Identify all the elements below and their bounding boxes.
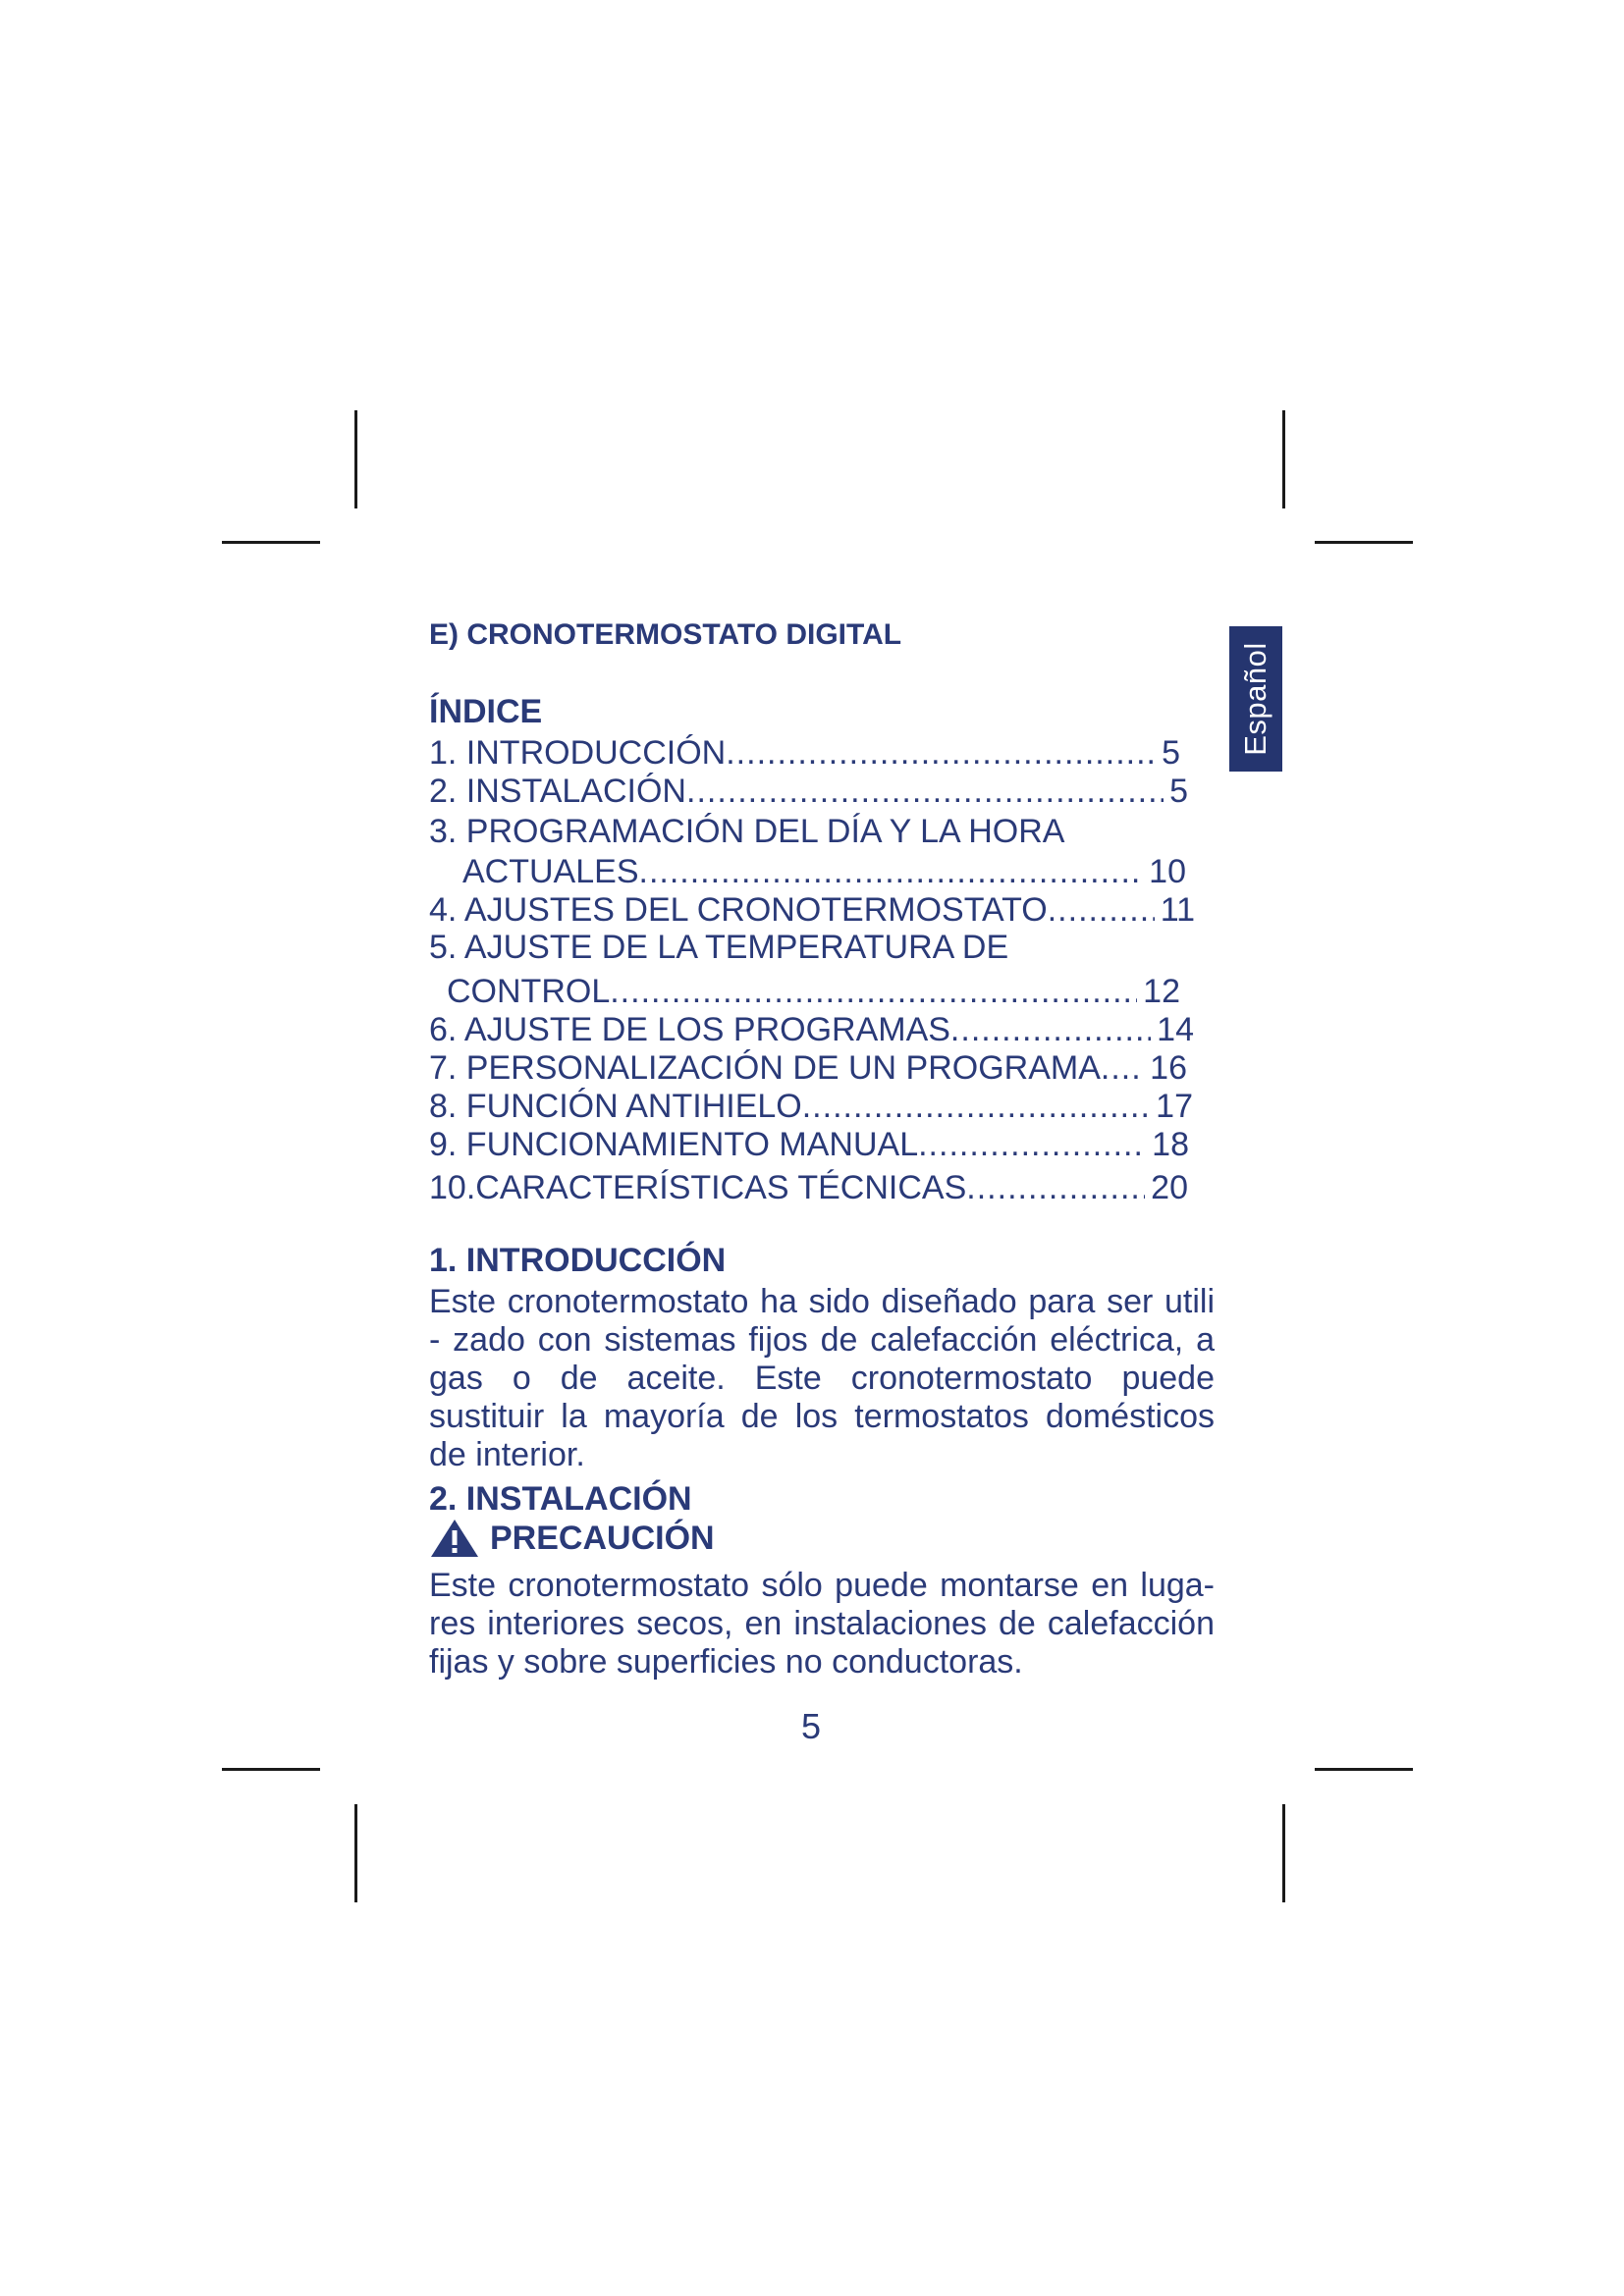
toc-entry xyxy=(429,1088,1193,1126)
toc-entry xyxy=(429,1126,1189,1164)
toc-leader-dots xyxy=(686,773,1164,811)
intro-paragraph: Este cronotermostato ha sido diseñado para ser utili - zado con sistemas fijos de calefacción eléctrica, a gas o de aceite. Este cronotermostato puede sustituir la mayoría de los termostatos domésticos de interior. xyxy=(429,1283,1215,1473)
toc-title: ÍNDICE xyxy=(429,693,543,730)
toc-entry xyxy=(429,813,1064,851)
toc-entry-page: 20 xyxy=(1151,1169,1188,1206)
crop-mark-bottom-right-horizontal xyxy=(1315,1768,1413,1771)
toc-entry-label: ACTUALES xyxy=(462,853,639,890)
crop-mark-top-right-horizontal xyxy=(1315,541,1413,544)
toc-entry xyxy=(462,853,1186,891)
toc-entry xyxy=(429,773,1188,811)
toc-entry xyxy=(429,734,1180,773)
toc-entry xyxy=(429,1049,1187,1088)
toc-leader-dots xyxy=(1048,891,1155,930)
toc-entry-page: 10 xyxy=(1149,853,1186,890)
caution-label: PRECAUCIÓN xyxy=(490,1519,715,1557)
toc-entry-label: 9. FUNCIONAMIENTO MANUAL xyxy=(429,1126,919,1163)
toc-entry xyxy=(429,929,1008,967)
toc-entry-page: 5 xyxy=(1169,773,1188,810)
toc-entry xyxy=(429,1169,1188,1207)
crop-mark-top-right-vertical xyxy=(1282,410,1285,508)
language-tab-label: Español xyxy=(1238,642,1272,756)
toc-entry-page: 11 xyxy=(1160,891,1195,929)
crop-mark-bottom-right-vertical xyxy=(1282,1804,1285,1902)
toc-entry-label: 1. INTRODUCCIÓN xyxy=(429,734,727,772)
document-heading: E) CRONOTERMOSTATO DIGITAL xyxy=(429,618,902,651)
toc-entry-label: CONTROL xyxy=(447,973,611,1010)
toc-entry-label: 4. AJUSTES DEL CRONOTERMOSTATO xyxy=(429,891,1048,929)
toc-entry-page: 16 xyxy=(1150,1049,1187,1087)
toc-leader-dots xyxy=(726,734,1156,773)
toc-entry-page: 14 xyxy=(1157,1011,1194,1048)
toc-leader-dots xyxy=(639,853,1144,891)
toc-entry-label: 3. PROGRAMACIÓN DEL DÍA Y LA HORA xyxy=(429,813,1065,850)
installation-heading: 2. INSTALACIÓN xyxy=(429,1480,692,1518)
toc-entry-label: 5. AJUSTE DE LA TEMPERATURA DE xyxy=(429,929,1009,966)
toc-entry xyxy=(429,1011,1194,1049)
toc-entry xyxy=(447,973,1180,1011)
toc-entry-label: 2. INSTALACIÓN xyxy=(429,773,686,810)
intro-heading: 1. INTRODUCCIÓN xyxy=(429,1242,727,1279)
toc-leader-dots xyxy=(802,1088,1150,1126)
crop-mark-bottom-left-horizontal xyxy=(222,1768,320,1771)
toc-entry-label: 10.CARACTERÍSTICAS TÉCNICAS xyxy=(429,1169,967,1206)
toc-entry-label: 6. AJUSTE DE LOS PROGRAMAS xyxy=(429,1011,950,1048)
toc-entry-label: 8. FUNCIÓN ANTIHIELO xyxy=(429,1088,802,1125)
toc-entry-page: 5 xyxy=(1162,734,1180,772)
toc-entry-page: 18 xyxy=(1152,1126,1189,1163)
toc-leader-dots xyxy=(918,1126,1146,1164)
warning-triangle-icon xyxy=(429,1518,480,1559)
caution-paragraph: Este cronotermostato sólo puede montarse en luga- res interiores secos, en instalaciones de calefacción fijas y sobre superficies no conductoras. xyxy=(429,1567,1215,1681)
crop-mark-top-left-vertical xyxy=(354,410,357,508)
caution-heading xyxy=(429,1518,715,1559)
toc-leader-dots xyxy=(610,973,1137,1011)
toc-leader-dots xyxy=(950,1011,1151,1049)
crop-mark-bottom-left-vertical xyxy=(354,1804,357,1902)
page-number: 5 xyxy=(801,1706,822,1746)
toc-entry-label: 7. PERSONALIZACIÓN DE UN PROGRAMA xyxy=(429,1049,1101,1087)
toc-entry xyxy=(429,891,1195,930)
language-tab xyxy=(1229,626,1282,772)
toc-leader-dots xyxy=(966,1169,1145,1207)
toc-entry-page: 17 xyxy=(1156,1088,1193,1125)
toc-entry-page: 12 xyxy=(1143,973,1180,1010)
crop-mark-top-left-horizontal xyxy=(222,541,320,544)
toc-leader-dots xyxy=(1101,1049,1144,1088)
